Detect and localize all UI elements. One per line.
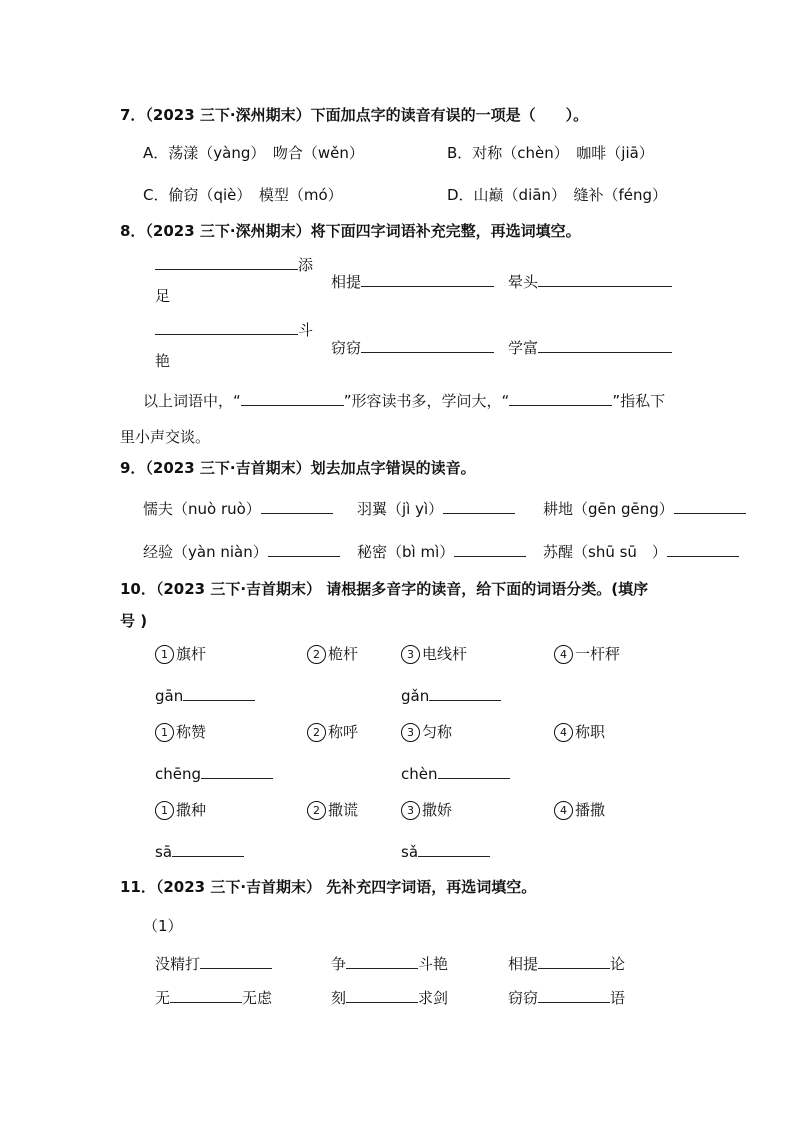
q11-blank-1[interactable]	[200, 952, 272, 969]
q8-title: 8．（2023 三下·深州期末）将下面四字词语补充完整，再选词填空。	[120, 222, 581, 240]
q10-r1-pinyin-a	[155, 684, 255, 705]
q10-r2-blank-b[interactable]	[438, 762, 510, 779]
q10-title-line2: 号 )	[120, 612, 148, 630]
q8-idiom-4-char: 斗	[298, 321, 314, 339]
q9-item-3	[543, 497, 746, 519]
q9-item-4-text: 经验（yàn niàn）	[143, 543, 268, 561]
q11-idiom-6-text-a: 窃窃	[508, 989, 539, 1007]
q8-idiom-4	[155, 318, 313, 340]
q10-r2-num-3: 3	[401, 723, 420, 742]
q8-blank-3[interactable]	[538, 270, 672, 287]
q9-item-5-text: 秘密（bì mì）	[357, 543, 455, 561]
q11-idiom-2-text-a: 争	[331, 955, 347, 973]
q10-r1-word-2: 桅杆	[328, 645, 359, 663]
q10-r3-word-1: 撒种	[176, 801, 207, 819]
q10-r1-blank-a[interactable]	[183, 684, 255, 701]
q10-r2-word-2: 称呼	[328, 723, 359, 741]
q11-idiom-1	[155, 952, 272, 974]
q10-r1-num-4: 4	[554, 645, 573, 664]
q10-r2-num-4: 4	[554, 723, 573, 742]
q8-idiom-1-wrap: 足	[155, 287, 171, 305]
q11-idiom-1-text: 没精打	[155, 955, 201, 973]
q9-item-5	[357, 540, 526, 562]
q9-item-4	[143, 540, 340, 562]
q10-r1-item-1	[155, 643, 206, 664]
q8-idiom-1-char: 添	[298, 256, 314, 274]
q11-idiom-3-text-a: 相提	[508, 955, 539, 973]
q9-item-6-text: 苏醒（shū sū ）	[543, 543, 667, 561]
q11-subpart: （1）	[143, 917, 183, 935]
q10-r1-word-1: 旗杆	[176, 645, 207, 663]
q10-r3-num-2: 2	[307, 801, 326, 820]
q10-r3-word-2: 撒谎	[328, 801, 359, 819]
q7-option-b[interactable]: B．对称（chèn） 咖啡（jiā）	[447, 144, 654, 162]
q11-idiom-4-text-b: 无虑	[242, 989, 273, 1007]
q11-idiom-4	[155, 986, 272, 1008]
q10-r1-num-1: 1	[155, 645, 174, 664]
q10-r3-num-4: 4	[554, 801, 573, 820]
q10-r3-item-4	[554, 799, 605, 820]
q10-r3-blank-b[interactable]	[418, 840, 490, 857]
q11-idiom-5	[331, 986, 448, 1008]
q11-blank-5[interactable]	[346, 986, 418, 1003]
q8-blank-6[interactable]	[538, 336, 672, 353]
q11-idiom-4-text-a: 无	[155, 989, 171, 1007]
q9-item-2-text: 羽翼（jì yì）	[357, 500, 444, 518]
q10-r2-item-1	[155, 721, 206, 742]
q10-r2-word-1: 称赞	[176, 723, 207, 741]
q10-r3-word-3: 撒娇	[422, 801, 453, 819]
q10-r2-pinyin-b-text: chèn	[401, 765, 438, 783]
q8-idiom-5	[331, 336, 494, 358]
q9-title: 9．（2023 三下·吉首期末）划去加点字错误的读音。	[120, 459, 476, 477]
q10-r1-word-4: 一杆秤	[575, 645, 621, 663]
q11-title: 11．（2023 三下·吉首期末） 先补充四字词语，再选词填空。	[120, 878, 537, 896]
q9-blank-2[interactable]	[443, 497, 515, 514]
q11-idiom-3-text-b: 论	[610, 955, 626, 973]
q10-r3-word-4: 播撒	[575, 801, 606, 819]
q9-item-3-text: 耕地（gēn gēng）	[543, 500, 674, 518]
q11-idiom-6	[508, 986, 625, 1008]
q8-idiom-6-text: 学富	[508, 339, 539, 357]
q10-r1-word-3: 电线杆	[422, 645, 468, 663]
q10-r2-item-4	[554, 721, 605, 742]
q10-r1-pinyin-a-text: gān	[155, 687, 184, 705]
q9-blank-3[interactable]	[674, 497, 746, 514]
q10-r2-word-3: 匀称	[422, 723, 453, 741]
q9-item-1-text: 懦夫（nuò ruò）	[143, 500, 261, 518]
q9-blank-4[interactable]	[268, 540, 340, 557]
q10-r3-item-2	[307, 799, 358, 820]
q10-r2-num-1: 1	[155, 723, 174, 742]
q8-idiom-3-text: 晕头	[508, 273, 539, 291]
q10-r2-pinyin-a	[155, 762, 273, 783]
q7-option-c[interactable]: C．偷窃（qiè） 模型（mó）	[143, 186, 343, 204]
q9-blank-1[interactable]	[261, 497, 333, 514]
q10-r2-item-3	[401, 721, 452, 742]
q10-r3-blank-a[interactable]	[172, 840, 244, 857]
q10-r1-item-4	[554, 643, 620, 664]
q7-title: 7．（2023 三下·深州期末）下面加点字的读音有误的一项是（ ）。	[120, 106, 589, 124]
q7-option-d[interactable]: D．山巅（diān） 缝补（féng）	[447, 186, 667, 204]
q11-blank-6[interactable]	[538, 986, 610, 1003]
q10-title-line1: 10．（2023 三下·吉首期末） 请根据多音字的读音，给下面的词语分类。(填序	[120, 580, 649, 598]
q10-r3-item-1	[155, 799, 206, 820]
q8-idiom-4-wrap: 艳	[155, 352, 171, 370]
q8-blank-1[interactable]	[155, 253, 298, 270]
q10-r1-pinyin-b	[401, 684, 501, 705]
q10-r1-pinyin-b-text: gǎn	[401, 687, 430, 705]
q10-r3-num-1: 1	[155, 801, 174, 820]
q10-r2-blank-a[interactable]	[201, 762, 273, 779]
q11-idiom-5-text-a: 刻	[331, 989, 347, 1007]
q10-r1-item-2	[307, 643, 358, 664]
q8-blank-4[interactable]	[155, 318, 298, 335]
q9-blank-5[interactable]	[454, 540, 526, 557]
q11-idiom-6-text-b: 语	[610, 989, 626, 1007]
q10-r2-word-4: 称职	[575, 723, 606, 741]
q8-blank-2[interactable]	[361, 270, 494, 287]
q11-blank-3[interactable]	[538, 952, 610, 969]
q10-r3-num-3: 3	[401, 801, 420, 820]
q7-option-a[interactable]: A．荡漾（yàng） 吻合（wěn）	[143, 144, 364, 162]
q10-r1-blank-b[interactable]	[429, 684, 501, 701]
q8-fill-2[interactable]	[509, 389, 612, 406]
q11-idiom-5-text-b: 求剑	[418, 989, 449, 1007]
q10-r1-item-3	[401, 643, 467, 664]
q10-r2-num-2: 2	[307, 723, 326, 742]
q8-idiom-6	[508, 336, 672, 358]
q11-idiom-2	[331, 952, 448, 974]
q8-idiom-3	[508, 270, 672, 292]
q11-blank-2[interactable]	[346, 952, 418, 969]
q8-blank-5[interactable]	[361, 336, 494, 353]
q10-r2-pinyin-a-text: chēng	[155, 765, 202, 783]
q8-idiom-1	[155, 253, 313, 275]
q10-r2-item-2	[307, 721, 358, 742]
q10-r3-pinyin-b	[401, 840, 490, 861]
q8-sentence-part2: ”形容读书多，学问大，“	[343, 392, 510, 410]
q11-idiom-3	[508, 952, 625, 974]
q8-fill-1[interactable]	[241, 389, 344, 406]
q10-r3-pinyin-a-text: sā	[155, 843, 173, 861]
q9-item-6	[543, 540, 739, 562]
q10-r3-pinyin-a	[155, 840, 244, 861]
q8-sentence-line1	[143, 389, 665, 411]
q8-sentence-part3: ”指私下	[612, 392, 666, 410]
q8-sentence-line2: 里小声交谈。	[120, 428, 211, 446]
q11-idiom-2-text-b: 斗艳	[418, 955, 449, 973]
q10-r2-pinyin-b	[401, 762, 510, 783]
q8-sentence-part1: 以上词语中，“	[143, 392, 241, 410]
q10-r3-pinyin-b-text: sǎ	[401, 843, 419, 861]
q10-r3-item-3	[401, 799, 452, 820]
q8-idiom-5-text: 窃窃	[331, 339, 362, 357]
q9-item-1	[143, 497, 333, 519]
q8-idiom-2	[331, 270, 494, 292]
q9-item-2	[357, 497, 515, 519]
q10-r1-num-3: 3	[401, 645, 420, 664]
q9-blank-6[interactable]	[667, 540, 739, 557]
q11-blank-4[interactable]	[170, 986, 242, 1003]
q10-r1-num-2: 2	[307, 645, 326, 664]
q8-idiom-2-text: 相提	[331, 273, 362, 291]
